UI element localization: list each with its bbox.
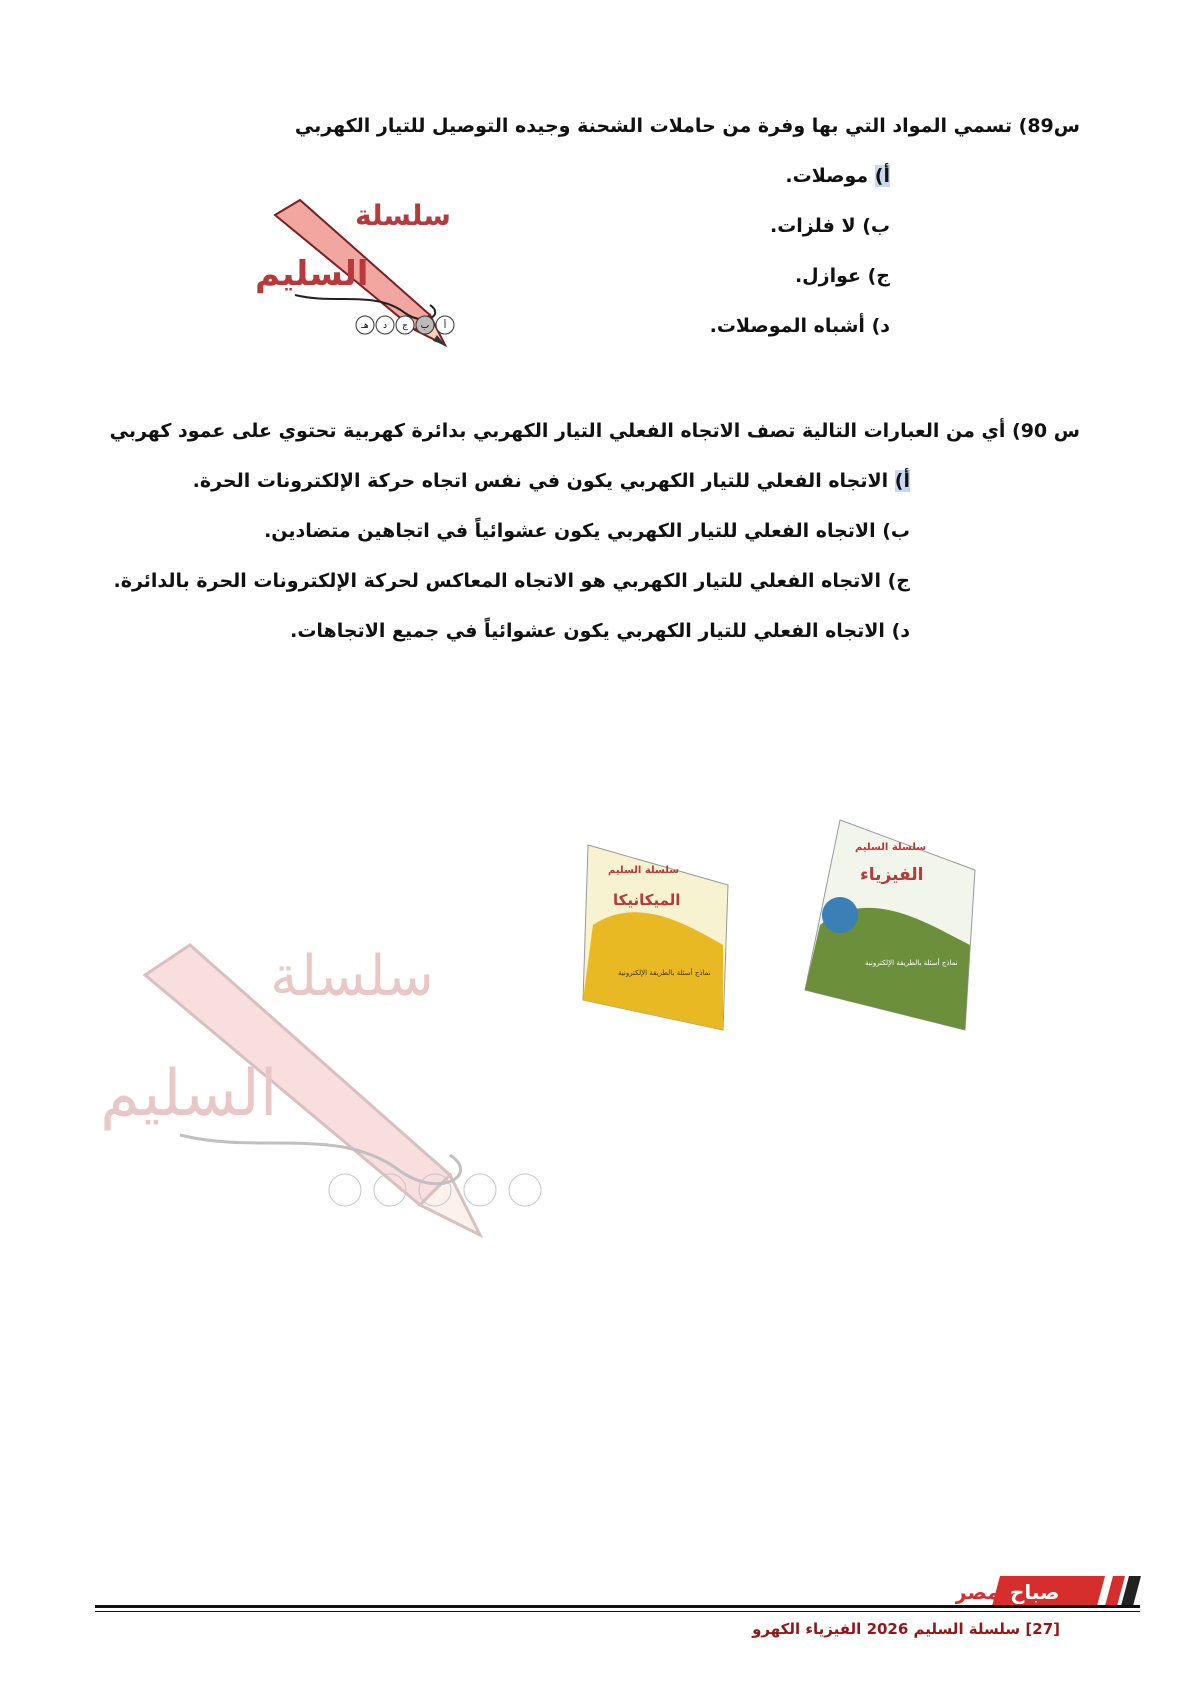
- q89-option-a: [785, 165, 890, 187]
- option-letter: د): [891, 620, 910, 642]
- circle-label: ب: [420, 321, 430, 331]
- circle-label: أ: [443, 321, 447, 331]
- option-letter: أ): [874, 165, 890, 187]
- option-text: موصلات.: [785, 165, 869, 187]
- q90-option-b: [264, 520, 910, 542]
- logo-line1: سلسلة: [355, 199, 451, 232]
- option-letter: ب): [882, 520, 910, 542]
- option-letter: ب): [862, 215, 890, 237]
- brand-name-b: مصر: [955, 1580, 1000, 1604]
- book-title: الفيزياء: [860, 865, 924, 885]
- option-letter: أ): [894, 470, 910, 492]
- footer-rule-thin: [95, 1611, 1140, 1612]
- option-text: الاتجاه الفعلي للتيار الكهربي هو الاتجاه المعاكس لحركة الإلكترونات الحرة بالدائرة.: [113, 570, 881, 592]
- q90-option-a: [193, 470, 910, 492]
- option-letter: ج): [867, 265, 890, 287]
- footer-title: سلسلة السليم 2026 الفيزياء الكهرو: [752, 1620, 1021, 1638]
- option-letter: ج): [887, 570, 910, 592]
- q90-option-d: [290, 620, 910, 642]
- book-series: سلسلة السليم: [608, 865, 680, 876]
- footer: [752, 1620, 1060, 1638]
- brand-name-a: صباح: [1010, 1580, 1060, 1604]
- question-90-stem: س 90) أي من العبارات التالية تصف الاتجاه الفعلي التيار الكهربي بدائرة كهربية تحتوي على عمود كهربي: [109, 420, 1080, 442]
- footer-rule: [95, 1605, 1140, 1608]
- circle-label: د: [382, 321, 388, 331]
- book-cover-mechanics: [578, 835, 738, 1035]
- option-text: الاتجاه الفعلي للتيار الكهربي يكون عشوائياً في اتجاهين متضادين.: [264, 520, 876, 542]
- series-logo-watermark: [100, 935, 590, 1265]
- book-cover-physics: [800, 815, 980, 1035]
- option-text: لا فلزات.: [769, 215, 856, 237]
- option-text: الاتجاه الفعلي للتيار الكهربي يكون في نفس اتجاه حركة الإلكترونات الحرة.: [192, 470, 889, 492]
- answer-circles: [356, 316, 454, 334]
- q89-option-d: [710, 315, 890, 337]
- book-subtitle: نماذج أسئلة بالطريقة الإلكترونية: [865, 959, 958, 967]
- logo-line2: السليم: [100, 1057, 278, 1131]
- option-text: عوازل.: [794, 265, 861, 287]
- book-subtitle: نماذج أسئلة بالطريقة الإلكترونية: [618, 969, 711, 977]
- logo-line2: السليم: [255, 254, 369, 294]
- q89-option-c: [795, 265, 890, 287]
- logo-line1: سلسلة: [270, 944, 434, 1009]
- circle-label: هـ: [361, 321, 369, 331]
- series-logo-small: [255, 195, 495, 365]
- q89-option-b: [770, 215, 890, 237]
- book-series: سلسلة السليم: [855, 842, 927, 853]
- circle-label: ج: [402, 321, 408, 331]
- q90-option-c: [114, 570, 910, 592]
- question-89-stem: س89) تسمي المواد التي بها وفرة من حاملات الشحنة وجيده التوصيل للتيار الكهربي: [294, 115, 1080, 137]
- page-number: [27]: [1025, 1620, 1060, 1638]
- book-title: الميكانيكا: [613, 891, 681, 909]
- option-letter: د): [871, 315, 890, 337]
- option-text: أشباه الموصلات.: [709, 315, 865, 337]
- option-text: الاتجاه الفعلي للتيار الكهربي يكون عشوائياً في جميع الاتجاهات.: [290, 620, 885, 642]
